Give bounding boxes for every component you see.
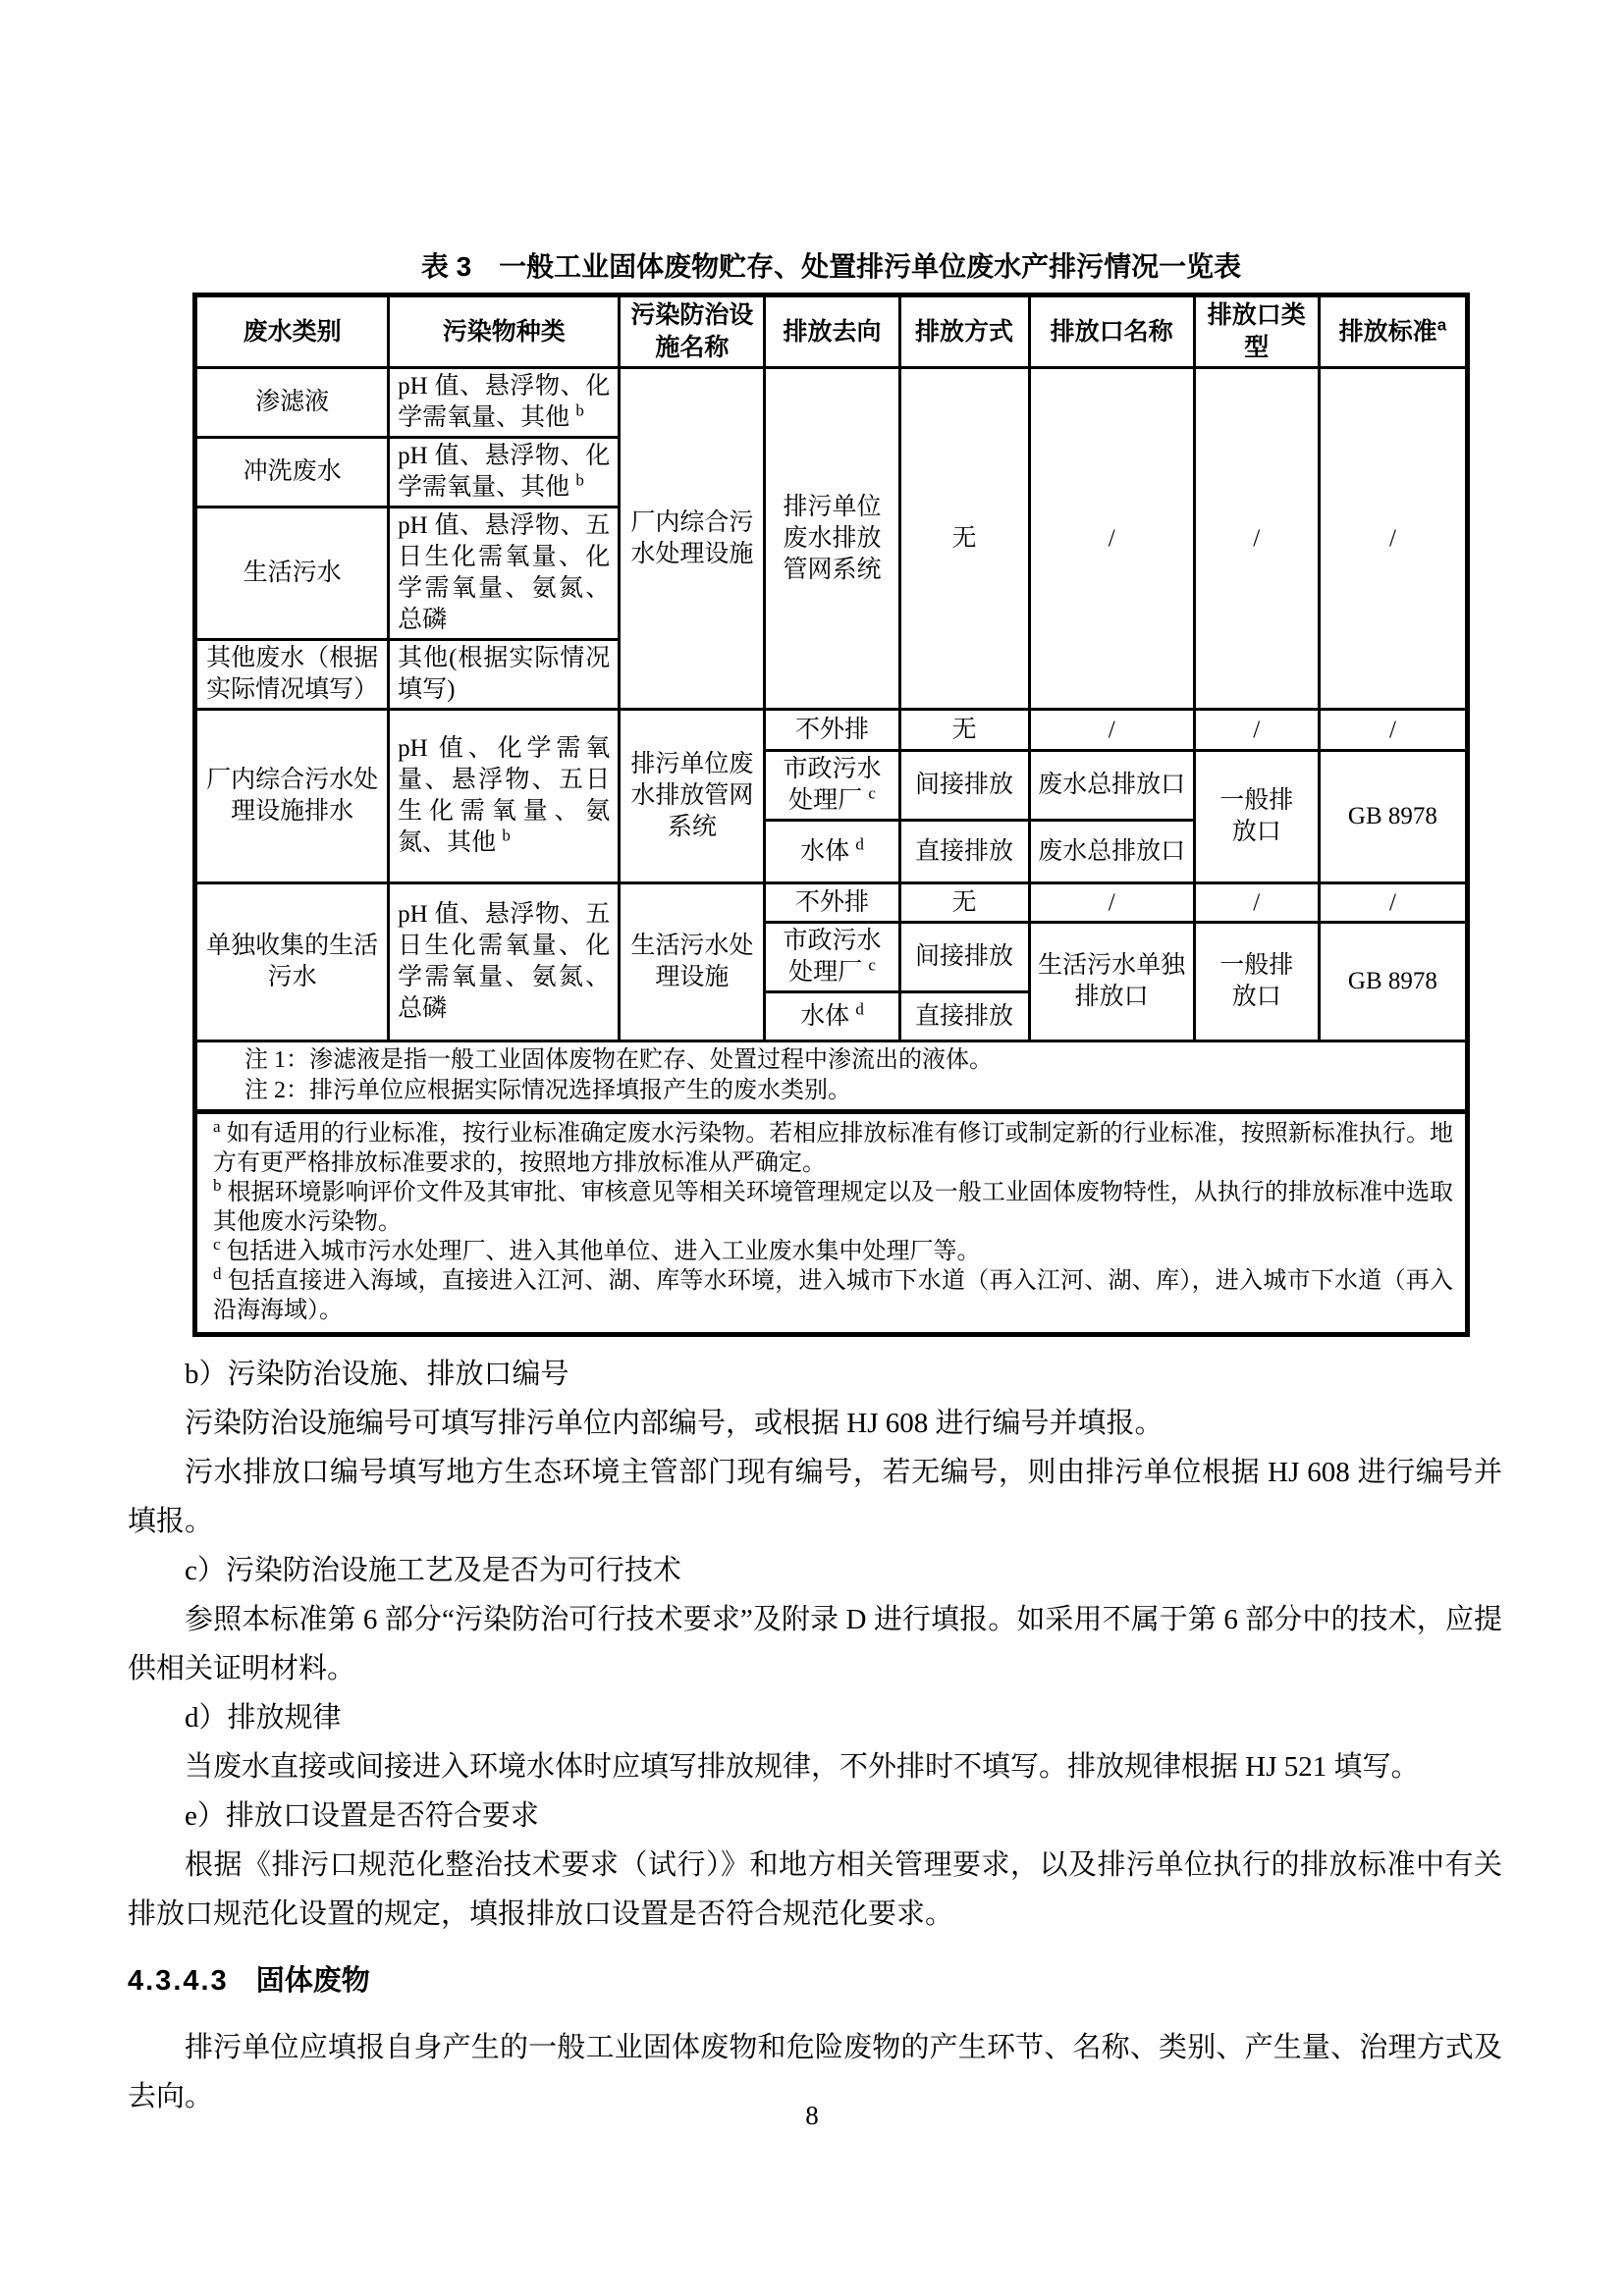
footnote-c-text: 包括进入城市污水处理厂、进入其他单位、进入工业废水集中处理厂等。 xyxy=(226,1239,981,1264)
cell-standard-section1: / xyxy=(1319,368,1467,710)
header-wastewater-category: 废水类别 xyxy=(195,295,389,368)
paragraph-b2: 污水排放口编号填写地方生态环境主管部门现有编号，若无编号，则由排污单位根据 HJ 608 进行编号并填报。 xyxy=(128,1457,1502,1537)
cell-pollutants-domestic: pH 值、悬浮物、五日生化需氧量、化学需氧量、氨氮、总磷 xyxy=(389,507,620,640)
footnote-d xyxy=(213,1266,1453,1325)
table-footnotes-cell xyxy=(195,1112,1468,1335)
body-text xyxy=(128,1350,1502,2121)
cell-standard-gb8978: GB 8978 xyxy=(1319,751,1467,883)
destination-text: 水体 xyxy=(800,837,850,865)
cell-outlet-type-general: 一般排放口 xyxy=(1194,923,1319,1041)
footnote-a xyxy=(213,1119,1453,1178)
table-title: 表 3 一般工业固体废物贮存、处置排污单位废水产排污情况一览表 xyxy=(420,251,1242,282)
footnote-a-text: 如有适用的行业标准，按行业标准确定废水污染物。若相应排放标准有修订或制定新的行业标准，按照新标准执行。地方有更严格排放标准要求的，按照地方排放标准从严确定。 xyxy=(213,1121,1453,1176)
table-notes-row xyxy=(195,1041,1468,1112)
table-header-row xyxy=(195,295,1468,368)
paragraph-e1: 根据《排污口规范化整治技术要求（试行）》和地方相关管理要求，以及排污单位执行的排放标准中有关排放口规范化设置的规定，填报排放口设置是否符合规范化要求。 xyxy=(128,1849,1502,1930)
cell-destination-no-discharge: 不外排 xyxy=(765,883,899,923)
cell-mode-none: 无 xyxy=(899,883,1029,923)
header-pollutant-types: 污染物种类 xyxy=(389,295,620,368)
section-number: 4.3.4.3 xyxy=(128,1965,229,1997)
table-note-1: 注 1：渗滤液是指一般工业固体废物在贮存、处置过程中渗流出的液体。 xyxy=(244,1047,993,1073)
paragraph-c1: 参照本标准第 6 部分“污染防治可行技术要求”及附录 D 进行填报。如采用不属于第 6 部分中的技术，应提供相关证明材料。 xyxy=(128,1604,1502,1684)
footnote-b-text: 根据环境影响评价文件及其审批、审核意见等相关环境管理规定以及一般工业固体废物特性，从执行的排放标准中选取其他废水污染物。 xyxy=(213,1180,1454,1235)
table-row xyxy=(195,883,1468,923)
header-outlet-type: 排放口类型 xyxy=(1194,295,1319,368)
footnote-ref-c: c xyxy=(868,955,876,975)
cell-facility-section2: 排污单位废水排放管网系统 xyxy=(620,710,765,883)
item-d-heading: d）排放规律 xyxy=(185,1702,342,1734)
cell-destination-section1: 排污单位废水排放管网系统 xyxy=(765,368,899,710)
cell-category-separate-domestic: 单独收集的生活污水 xyxy=(195,883,389,1041)
footnote-c-marker: c xyxy=(213,1235,221,1254)
table-row xyxy=(195,368,1468,438)
cell-pollutants-other: 其他(根据实际情况填写) xyxy=(389,640,620,710)
footnote-ref-d: d xyxy=(855,834,864,854)
footnote-ref-b: b xyxy=(502,826,511,845)
header-facility-name: 污染防治设施名称 xyxy=(620,295,765,368)
destination-text: 市政污水处理厂 xyxy=(783,928,882,986)
footnote-b-marker: b xyxy=(213,1176,222,1195)
cell-outlet-name-slash: / xyxy=(1029,883,1194,923)
cell-mode-indirect: 间接排放 xyxy=(899,923,1029,992)
cell-outlet-name-domestic-separate: 生活污水单独排放口 xyxy=(1029,923,1194,1041)
footnote-ref-d: d xyxy=(855,999,864,1019)
pollutants-text: pH 值、化学需氧量、悬浮物、五日生化需氧量、氨氮、其他 xyxy=(398,735,611,856)
footnote-d-marker: d xyxy=(213,1264,222,1283)
cell-standard-gb8978: GB 8978 xyxy=(1319,923,1467,1041)
table-notes-cell xyxy=(195,1041,1468,1112)
cell-mode-indirect: 间接排放 xyxy=(899,751,1029,821)
cell-pollutants-separate-domestic: pH 值、悬浮物、五日生化需氧量、化学需氧量、氨氮、总磷 xyxy=(389,883,620,1041)
page-number: 8 xyxy=(805,2101,819,2130)
cell-outlet-type-general: 一般排放口 xyxy=(1194,751,1319,883)
header-discharge-destination: 排放去向 xyxy=(765,295,899,368)
page-content xyxy=(128,0,1502,2121)
cell-destination-no-discharge: 不外排 xyxy=(765,710,899,751)
footnote-ref-c: c xyxy=(868,783,876,803)
cell-outlet-name-section1: / xyxy=(1029,368,1194,710)
cell-outlet-type-slash: / xyxy=(1194,710,1319,751)
cell-category-other: 其他废水（根据实际情况填写） xyxy=(195,640,389,710)
header-outlet-name: 排放口名称 xyxy=(1029,295,1194,368)
table-row xyxy=(195,710,1468,751)
cell-outlet-name-main: 废水总排放口 xyxy=(1029,751,1194,821)
cell-outlet-name-slash: / xyxy=(1029,710,1194,751)
paragraph-b1: 污染防治设施编号可填写排污单位内部编号，或根据 HJ 608 进行编号并填报。 xyxy=(185,1408,1164,1439)
section-heading-4-3-4-3 xyxy=(128,1959,1502,2002)
cell-mode-direct: 直接排放 xyxy=(899,992,1029,1041)
cell-facility-section1: 厂内综合污水处理设施 xyxy=(620,368,765,710)
pollutants-text: pH 值、悬浮物、化学需氧量、其他 xyxy=(398,443,611,501)
table-3-wastewater xyxy=(192,293,1470,1337)
footnote-ref-b: b xyxy=(575,470,584,490)
cell-mode-direct: 直接排放 xyxy=(899,821,1029,883)
destination-text: 水体 xyxy=(800,1002,850,1030)
destination-text: 市政污水处理厂 xyxy=(783,756,882,814)
cell-category-leachate: 渗滤液 xyxy=(195,368,389,438)
pollutants-text: pH 值、悬浮物、化学需氧量、其他 xyxy=(398,373,611,431)
footnote-d-text: 包括直接进入海域，直接进入江河、湖、库等水环境，进入城市下水道（再入江河、湖、库），进入城市下水道（再入沿海海域）。 xyxy=(213,1268,1454,1323)
header-discharge-standard xyxy=(1319,295,1467,368)
footnote-c xyxy=(213,1237,1453,1266)
cell-standard-slash: / xyxy=(1319,710,1467,751)
cell-mode-none: 无 xyxy=(899,710,1029,751)
cell-destination-waterbody xyxy=(765,992,899,1041)
cell-outlet-name-main: 废水总排放口 xyxy=(1029,821,1194,883)
cell-facility-section3: 生活污水处理设施 xyxy=(620,883,765,1041)
header-discharge-mode: 排放方式 xyxy=(899,295,1029,368)
cell-pollutants-plant-effluent xyxy=(389,710,620,883)
footnote-ref-b: b xyxy=(575,400,584,420)
footnote-a-marker: a xyxy=(213,1117,221,1136)
paragraph-d1: 当废水直接或间接进入环境水体时应填写排放规律，不外排时不填写。排放规律根据 HJ 521 填写。 xyxy=(185,1751,1420,1783)
header-discharge-standard-text: 排放标准 xyxy=(1338,317,1437,346)
cell-mode-section1: 无 xyxy=(899,368,1029,710)
table-note-2: 注 2：排污单位应根据实际情况选择填报产生的废水类别。 xyxy=(244,1078,851,1103)
section-title: 固体废物 xyxy=(255,1965,370,1997)
cell-category-domestic: 生活污水 xyxy=(195,507,389,640)
footnote-ref-a: a xyxy=(1436,315,1447,335)
cell-destination-municipal xyxy=(765,751,899,821)
table-footnotes-row xyxy=(195,1112,1468,1335)
cell-category-plant-effluent: 厂内综合污水处理设施排水 xyxy=(195,710,389,883)
footnote-b xyxy=(213,1178,1453,1237)
cell-outlet-type-slash: / xyxy=(1194,883,1319,923)
cell-pollutants-flushing xyxy=(389,438,620,507)
cell-destination-waterbody xyxy=(765,821,899,883)
item-c-heading: c）污染防治设施工艺及是否为可行技术 xyxy=(185,1555,681,1586)
item-b-heading: b）污染防治设施、排放口编号 xyxy=(185,1359,569,1390)
cell-category-flushing: 冲洗废水 xyxy=(195,438,389,507)
cell-pollutants-leachate xyxy=(389,368,620,438)
paragraph-solid-waste: 排污单位应填报自身产生的一般工业固体废物和危险废物的产生环节、名称、类别、产生量、治理方式及去向。 xyxy=(128,2032,1502,2112)
cell-destination-municipal xyxy=(765,923,899,992)
cell-standard-slash: / xyxy=(1319,883,1467,923)
cell-outlet-type-section1: / xyxy=(1194,368,1319,710)
item-e-heading: e）排放口设置是否符合要求 xyxy=(185,1800,539,1832)
